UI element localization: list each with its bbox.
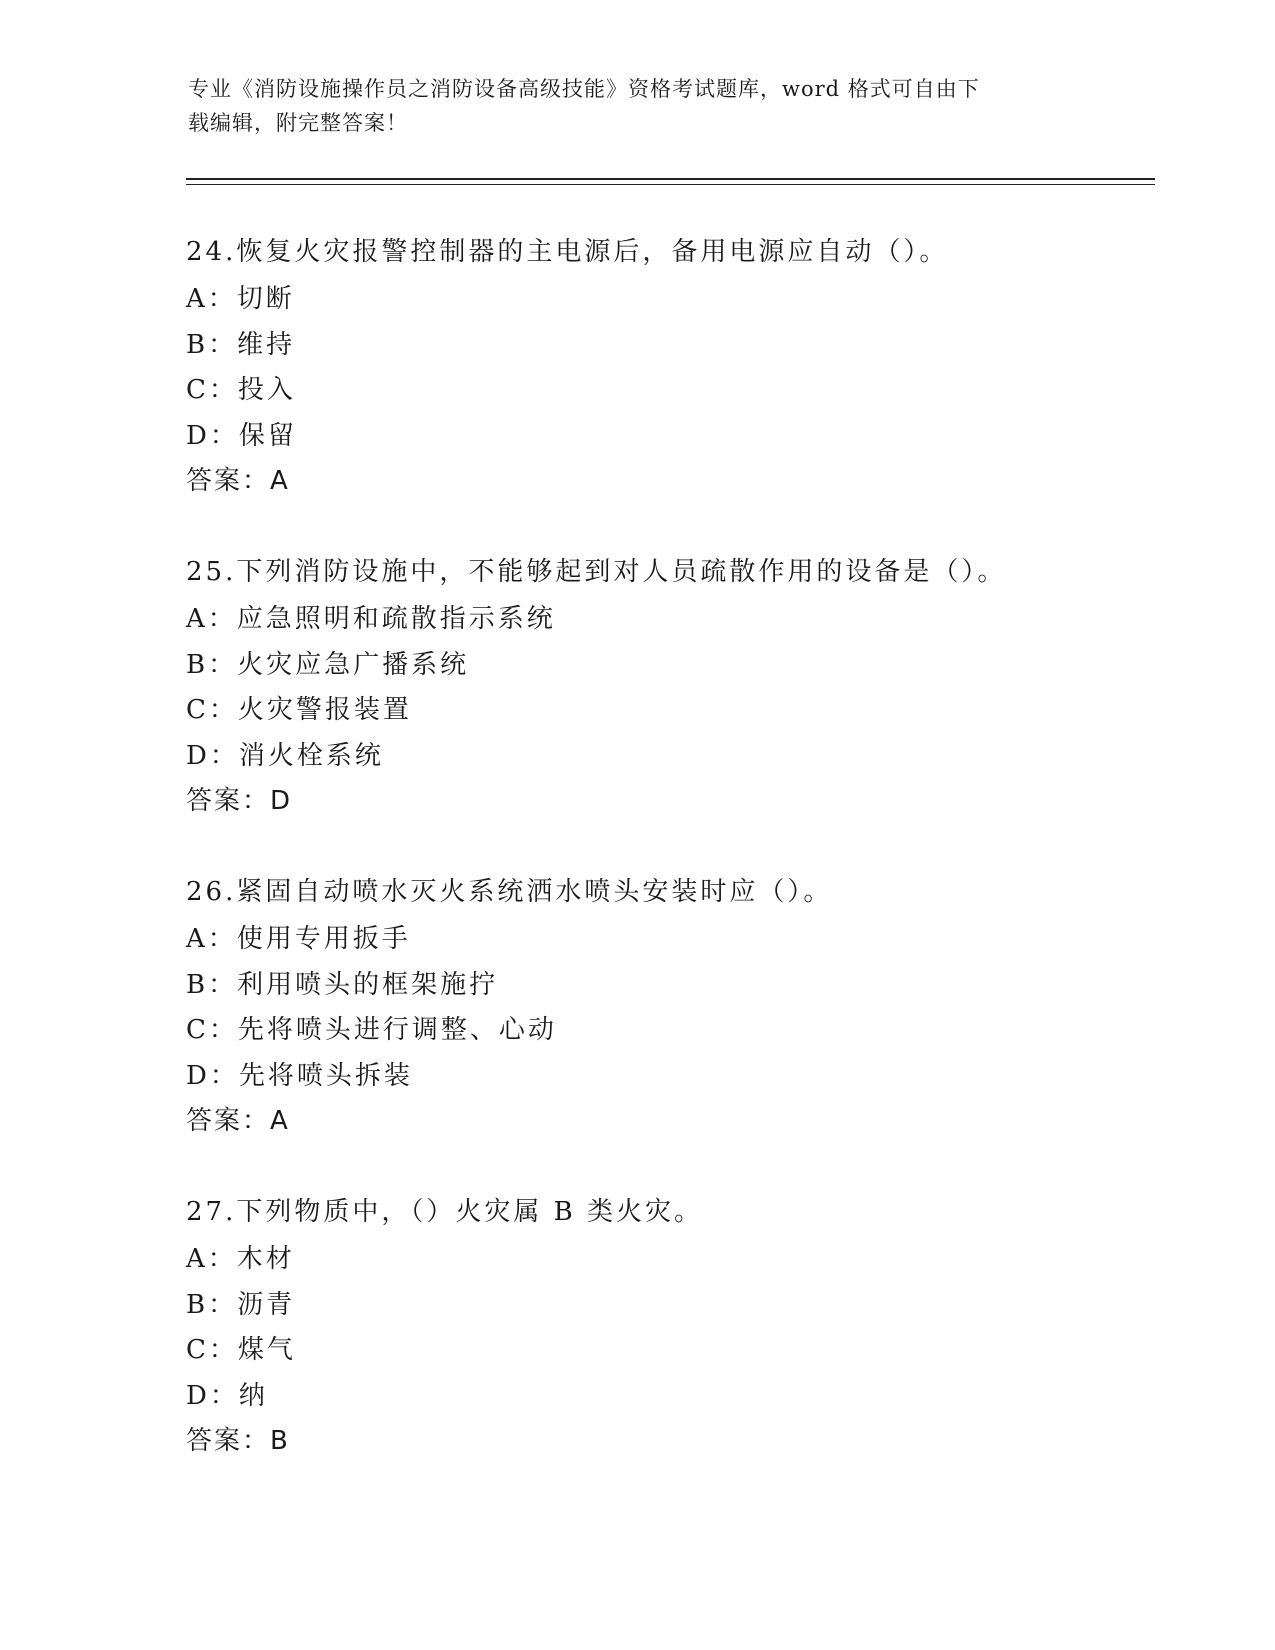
- question-list: [186, 230, 1146, 1510]
- header-line-1: 专业《消防设施操作员之消防设备高级技能》资格考试题库，word 格式可自由下: [188, 77, 980, 101]
- question-24: [186, 230, 1146, 550]
- answer-line: 答案：A: [186, 466, 290, 496]
- header-divider-thick: [186, 178, 1155, 180]
- question-25: [186, 550, 1146, 870]
- answer-line: 答案：B: [186, 1426, 290, 1456]
- option-b: B：火灾应急广播系统: [186, 649, 470, 680]
- question-stem: 27.下列物质中，（）火灾属 B 类火灾。: [186, 1197, 703, 1227]
- option-d: D：消火栓系统: [186, 740, 384, 771]
- option-d: D：先将喷头拆装: [186, 1060, 413, 1091]
- option-d: D：保留: [186, 420, 297, 451]
- option-a: A：应急照明和疏散指示系统: [186, 604, 556, 634]
- answer-line: 答案：D: [186, 786, 293, 816]
- option-c: C：先将喷头进行调整、心动: [186, 1015, 557, 1045]
- question-stem: 25.下列消防设施中，不能够起到对人员疏散作用的设备是（）。: [186, 557, 1007, 587]
- question-stem: 26.紧固自动喷水灭火系统洒水喷头安装时应（）。: [186, 877, 833, 907]
- option-a: A：切断: [186, 284, 295, 314]
- document-header: [188, 72, 1068, 140]
- header-divider-thin: [186, 184, 1155, 185]
- question-27: [186, 1190, 1146, 1510]
- option-b: B：沥青: [186, 1289, 296, 1320]
- option-d: D：纳: [186, 1380, 268, 1411]
- option-b: B：维持: [186, 329, 296, 360]
- header-line-2: 载编辑，附完整答案！: [188, 111, 408, 135]
- option-c: C：投入: [186, 375, 296, 405]
- option-a: A：木材: [186, 1244, 295, 1274]
- option-c: C：煤气: [186, 1335, 296, 1365]
- option-c: C：火灾警报装置: [186, 695, 412, 725]
- question-stem: 24.恢复火灾报警控制器的主电源后，备用电源应自动（）。: [186, 237, 949, 267]
- option-a: A：使用专用扳手: [186, 924, 411, 954]
- option-b: B：利用喷头的框架施拧: [186, 969, 499, 1000]
- answer-line: 答案：A: [186, 1106, 290, 1136]
- question-26: [186, 870, 1146, 1190]
